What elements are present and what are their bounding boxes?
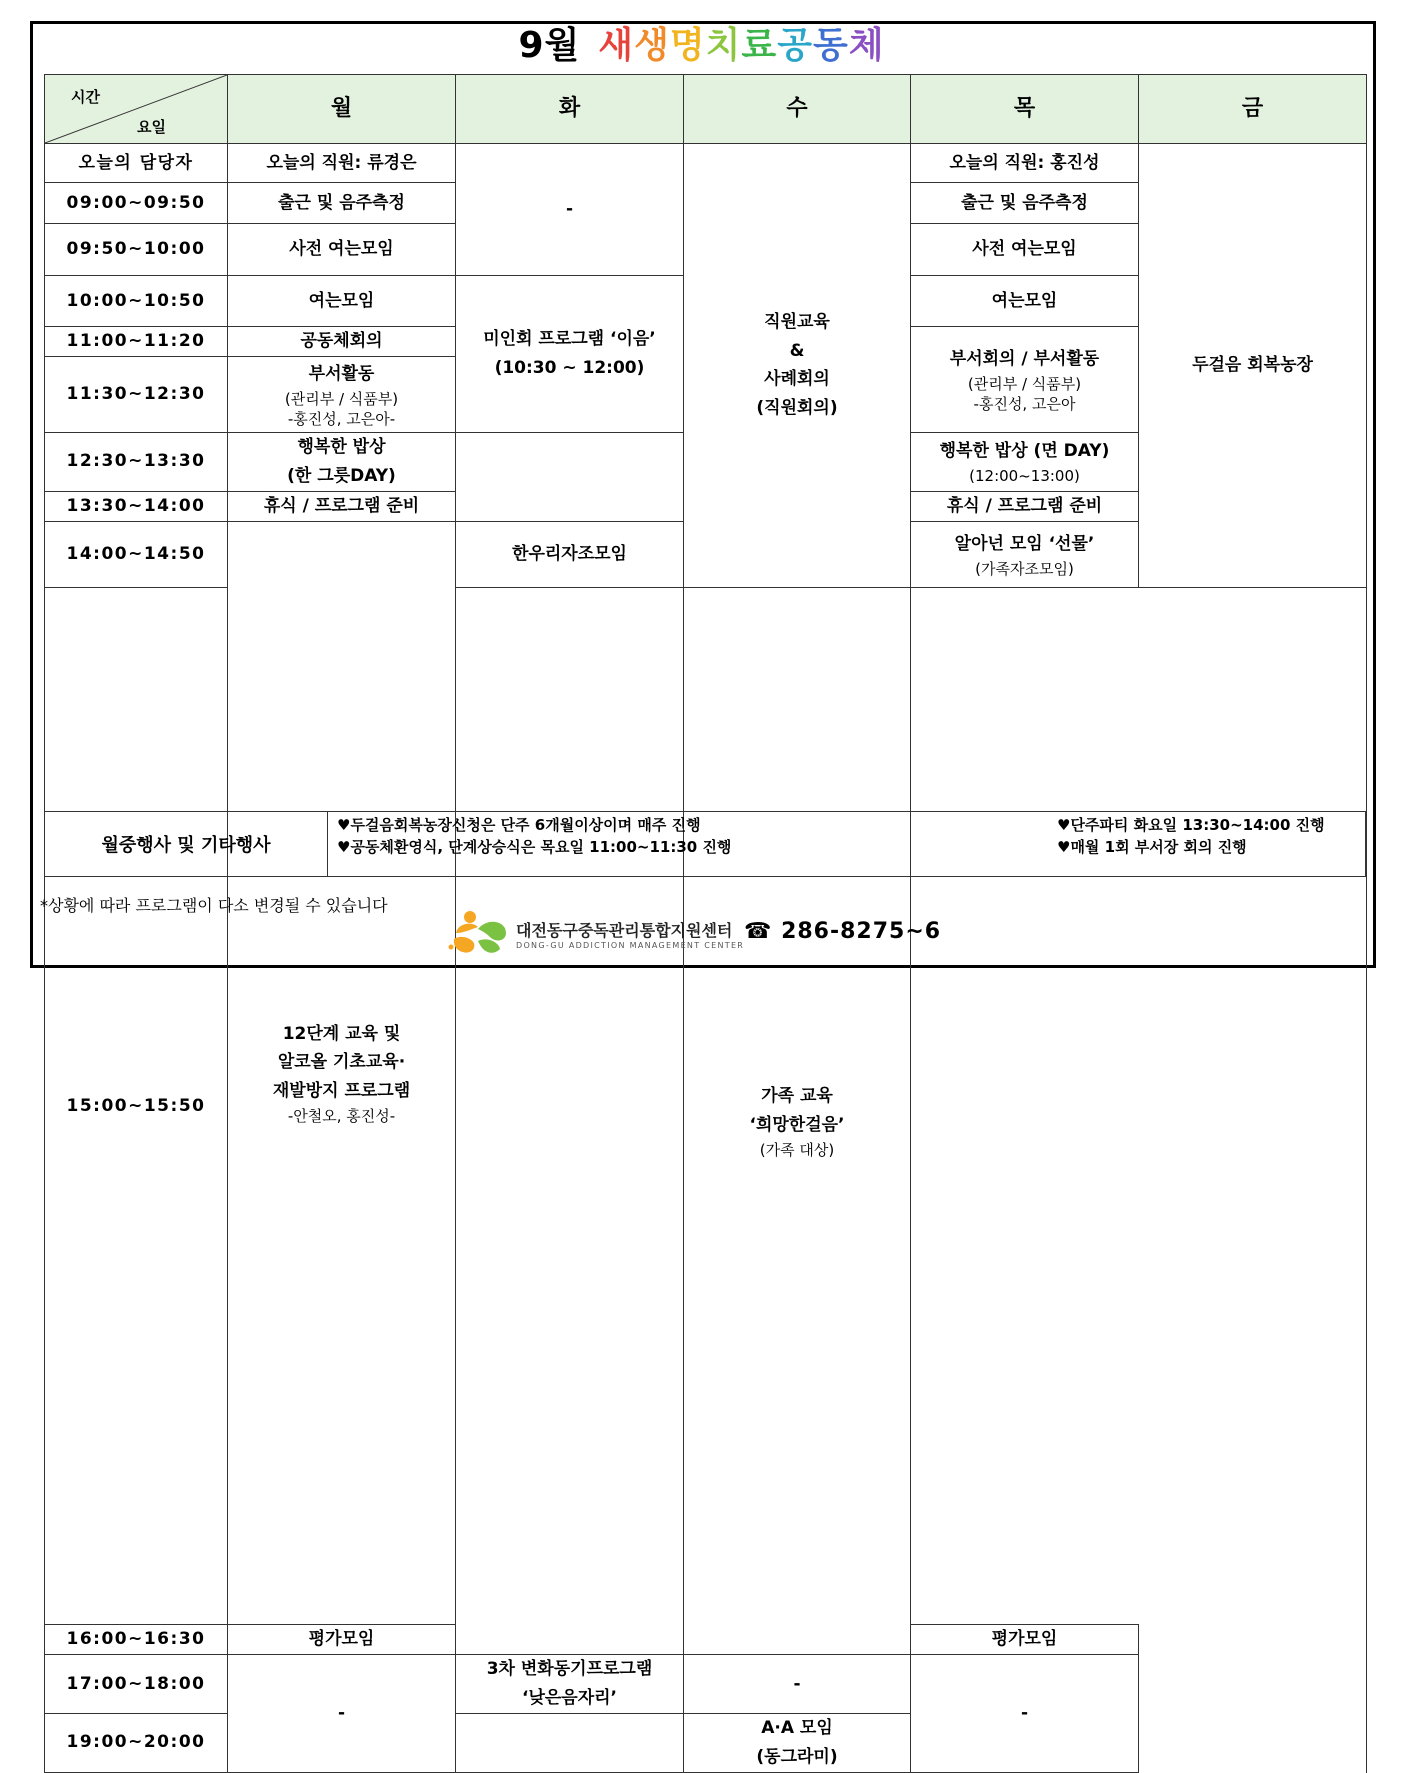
mon-dept-sub: -홍진성, 고은아- xyxy=(287,409,396,428)
wed-alanon-title: 알아넌 모임 ‘선물’ xyxy=(954,533,1095,554)
header-row xyxy=(45,75,1367,144)
thu-rest: 휴식 / 프로그램 준비 xyxy=(911,491,1139,521)
thu-meal-title: 행복한 밥상 (면 DAY) xyxy=(939,441,1110,462)
thu-arrive: 출근 및 음주측정 xyxy=(911,183,1139,224)
title-char: 료 xyxy=(741,25,778,66)
wed-family-title: ‘희망한걸음’ xyxy=(749,1114,845,1135)
wed-aa-sub: (동그라미) xyxy=(756,1746,838,1767)
tue-selfhelp: 한우리자조모임 xyxy=(456,521,684,587)
title-char: 새 xyxy=(598,25,635,66)
tue-empty xyxy=(456,433,684,522)
time-cell: 16:00~16:30 xyxy=(45,1625,228,1655)
title-char: 동 xyxy=(812,25,849,66)
mon-meal xyxy=(228,433,456,492)
mon-staff: 오늘의 직원: 류경은 xyxy=(228,144,456,183)
mon-edu-sub: -안철오, 홍진성- xyxy=(287,1107,396,1126)
tue-program-title: 미인회 프로그램 ‘이음’ xyxy=(483,329,656,350)
mon-education xyxy=(228,521,456,1624)
time-cell: 13:30~14:00 xyxy=(45,491,228,521)
mon-eval: 평가모임 xyxy=(228,1625,456,1655)
time-cell: 09:00~09:50 xyxy=(45,183,228,224)
mon-evening: - xyxy=(228,1655,456,1773)
mon-meal-sub: (한 그릇DAY) xyxy=(287,465,396,486)
mon-edu-line: 재발방지 프로그램 xyxy=(272,1081,411,1102)
tue-change xyxy=(456,1655,684,1714)
mon-dept-sub: (관리부 / 식품부) xyxy=(284,389,399,408)
tue-morning: - xyxy=(456,144,684,276)
thu-dept-sub: (관리부 / 식품부) xyxy=(967,374,1082,393)
events-box xyxy=(44,811,1366,877)
day-header-fri: 금 xyxy=(1139,75,1367,144)
wed-training xyxy=(684,144,911,588)
wed-aa xyxy=(684,1713,911,1772)
time-cell: 15:00~15:50 xyxy=(45,587,228,1624)
mon-dept-title: 부서활동 xyxy=(308,363,375,384)
wed-training-line: 사례회의 xyxy=(764,369,830,390)
thu-eval: 평가모임 xyxy=(911,1625,1139,1655)
corner-cell xyxy=(45,75,228,144)
center-logo-icon xyxy=(448,907,510,959)
thu-dept-sub: -홍진성, 고은아 xyxy=(973,394,1076,413)
mon-arrive: 출근 및 음주측정 xyxy=(228,183,456,224)
day-header-thu: 목 xyxy=(911,75,1139,144)
title-char: 명 xyxy=(669,25,706,66)
mon-pre: 사전 여는모임 xyxy=(228,224,456,276)
time-cell: 09:50~10:00 xyxy=(45,224,228,276)
fri-morning: 두걸음 회복농장 xyxy=(1139,144,1367,588)
day-header-mon: 월 xyxy=(228,75,456,144)
time-cell: 12:30~13:30 xyxy=(45,433,228,492)
event-note: ♥공동체환영식, 단계상승식은 목요일 11:00~11:30 진행 xyxy=(337,838,732,856)
wed-training-line: & xyxy=(789,340,805,361)
time-cell: 17:00~18:00 xyxy=(45,1655,228,1714)
thu-meal xyxy=(911,433,1139,492)
page-title xyxy=(0,22,1403,70)
tue-empty xyxy=(456,587,684,1654)
tue-program xyxy=(456,276,684,433)
corner-day-label: 요일 xyxy=(137,118,166,136)
time-cell: 11:30~12:30 xyxy=(45,357,228,433)
mon-open: 여는모임 xyxy=(228,276,456,327)
day-header-wed: 수 xyxy=(684,75,911,144)
time-cell: 10:00~10:50 xyxy=(45,276,228,327)
thu-evening: - xyxy=(911,1655,1139,1773)
wed-training-line: 직원교육 xyxy=(764,311,830,332)
day-header-tue: 화 xyxy=(456,75,684,144)
time-cell: 11:00~11:20 xyxy=(45,327,228,357)
tue-change-title: 3차 변화동기프로그램 xyxy=(486,1659,653,1680)
wed-training-line: (직원회의) xyxy=(756,398,838,419)
title-name xyxy=(598,25,884,66)
org-name: 대전동구중독관리통합지원센터 xyxy=(516,921,733,940)
change-notice: *상황에 따라 프로그램이 다소 변경될 수 있습니다 xyxy=(40,896,388,915)
thu-staff: 오늘의 직원: 홍진성 xyxy=(911,144,1139,183)
wed-aa-title: A·A 모임 xyxy=(761,1717,833,1738)
title-char: 공 xyxy=(777,25,813,66)
mon-rest: 휴식 / 프로그램 준비 xyxy=(228,491,456,521)
mon-edu-line: 12단계 교육 및 xyxy=(282,1023,401,1044)
time-cell: 오늘의 담당자 xyxy=(45,144,228,183)
corner-time-label: 시간 xyxy=(71,88,100,106)
wed-family xyxy=(684,587,911,1654)
thu-open: 여는모임 xyxy=(911,276,1139,327)
tue-program-time: (10:30 ~ 12:00) xyxy=(494,358,645,378)
thu-pre: 사전 여는모임 xyxy=(911,224,1139,276)
wed-family-title: 가족 교육 xyxy=(761,1085,833,1106)
mon-edu-line: 알코올 기초교육· xyxy=(277,1052,406,1073)
event-note: ♥매월 1회 부서장 회의 진행 xyxy=(1057,838,1247,856)
mon-meal-title: 행복한 밥상 xyxy=(297,437,386,457)
title-char: 체 xyxy=(848,25,885,66)
thu-dept-title: 부서회의 / 부서활동 xyxy=(949,348,1100,369)
tue-change-sub: ‘낮은음자리’ xyxy=(521,1687,618,1708)
title-month: 9월 xyxy=(518,25,581,66)
thu-dept xyxy=(911,327,1139,433)
wed-family-sub: (가족 대상) xyxy=(759,1140,835,1159)
mon-dept xyxy=(228,357,456,433)
wed-alanon-sub: (가족자조모임) xyxy=(975,559,1074,578)
time-cell: 19:00~20:00 xyxy=(45,1713,228,1772)
event-note: ♥단주파티 화요일 13:30~14:00 진행 xyxy=(1057,816,1325,834)
title-char: 치 xyxy=(705,25,742,66)
title-char: 생 xyxy=(634,25,670,66)
events-label: 월중행사 및 기타행사 xyxy=(45,812,328,876)
event-note: ♥두걸음회복농장신청은 단주 6개월이상이며 매주 진행 xyxy=(337,816,701,834)
time-cell: 14:00~14:50 xyxy=(45,521,228,587)
phone-number: ☎ 286-8275~6 xyxy=(744,919,942,944)
mon-community: 공동체회의 xyxy=(228,327,456,357)
thu-meal-sub: (12:00~13:00) xyxy=(969,467,1080,486)
org-subtitle: DONG-GU ADDICTION MANAGEMENT CENTER xyxy=(516,941,745,950)
tue-empty xyxy=(456,1713,684,1772)
wed-alanon xyxy=(911,521,1139,587)
wed-evening: - xyxy=(684,1655,911,1714)
